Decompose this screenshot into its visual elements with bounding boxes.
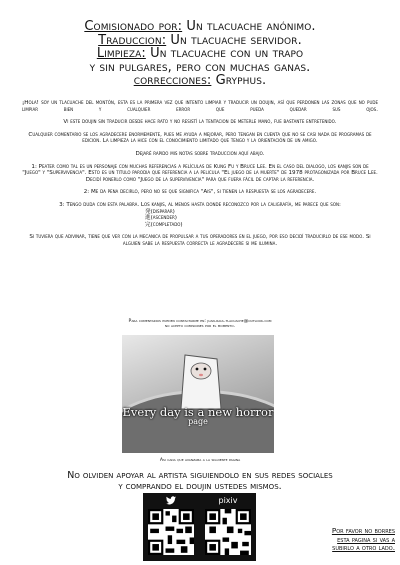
credit-translator: Traduccion: Un tlacuache servidor. (98, 32, 302, 48)
kanji-item: 発(disparar) (145, 208, 175, 215)
note-1: 1: Peater como tal es un personaje con muchas referencias a películas de Kung Fu y Bruce Lee. En el caso del dialogo, los kanjis son de "Juego" y "Supervivencia". Esto es un titulo parodia que referencia a la pelicula "El juego de la muerte" de 1978 protagonizada por Bruce Lee. Decidí ponerlo como "Juego de la supervivencia" para que fuera fácil de captar la referencia. (22, 163, 378, 183)
note-2: 2: Me da pena decirlo, pero no se que significa "Ais", si tienen la respuesta se los agradecere. (83, 189, 317, 196)
pixiv-qr-code (205, 509, 251, 555)
credit-cleaner-cont: y sin pulgares, pero con muchas ganas. (89, 59, 311, 75)
kanji-item: 進(ascender) (145, 215, 177, 222)
meme-caption: Every day is a new horror (122, 405, 274, 419)
meme-subcaption: Asi cada que avanzaba a la siguiente pagina (159, 458, 241, 463)
contact-info (100, 319, 300, 330)
twitter-icon (143, 496, 199, 507)
contact-email: Para comentarios pueden contactarme en: juan.raul.tlacuache@outlook.com (128, 319, 272, 324)
meme-caption-page: page (188, 417, 208, 426)
support-artist-message: No olviden apoyar al artista siguiendolo en sus redes sociales y comprando el doujin ustedes mismos. (67, 470, 333, 492)
paragraph: Dejaré rapido mis notas sobre traduccion aquí abajo. (135, 150, 265, 157)
pixiv-qr-column (200, 493, 256, 561)
commission-status: no acepto comisiones por el momento. (164, 324, 236, 330)
pixiv-label: pixiv (218, 496, 238, 505)
twitter-qr-column (143, 493, 199, 561)
intro-paragraph: ¡Hola! soy un tlacuache del montón, esta es la primera vez que intento limpiar y traducir un doujin, así que perdonen las zonas que no pude limpiar bien y cualquier error que pueda quedar sus ojos. (22, 100, 378, 113)
translator-notes (22, 100, 378, 254)
paragraph: Si tuviera que adivinar, tiene que ver con la mecanica de propulsar a tus operadores en el juego, por eso decidí traducirlo de ese modo. Si alguien sabe la respuesta correcta le agradecere si me ilumina. (29, 234, 371, 247)
note-3: 3: Tengo duda con esta palabra. Los kanjis, al menos hasta donde reconozco por la caligrafía, me parece que son: (59, 201, 341, 208)
do-not-remove-note: Por favor no borres esta pagina si vas a subirlo a otro lado. (331, 526, 395, 553)
meme-image (122, 335, 274, 453)
credit-commissioner: Comisionado por: Un tlacuache anónimo. (84, 19, 316, 34)
credits-block (20, 20, 380, 88)
paragraph: Vi este doujin sin traducir desde hace rato y no resistí la tentacion de meterle mano, fue bastante entretenido. (63, 119, 337, 126)
paragraph: Cualquier comentario se los agradecere enormemente, pues me ayuda a mejorar, pero tengan en cuenta que no se casi nada de programas de edicion. La limpieza la hice con el conocimiento limitado que tengo y la orientación de un amigo. (28, 131, 372, 145)
credit-cleaner: Limpieza: Un tlacuache con un trapo (96, 46, 304, 61)
twitter-qr-code (148, 509, 194, 555)
credit-proofreader: correcciones: Gryphus. (133, 73, 267, 88)
kanji-list (145, 209, 255, 229)
social-qr-panel (143, 493, 256, 561)
kanji-item: 完(completado) (145, 221, 183, 228)
